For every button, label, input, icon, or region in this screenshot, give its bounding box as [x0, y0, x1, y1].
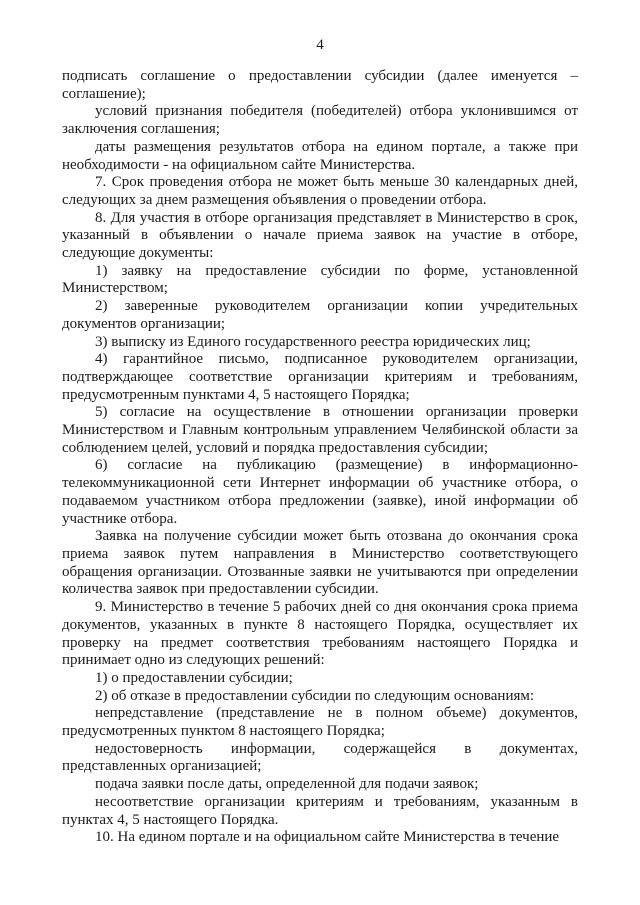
list-item: 1) о предоставлении субсидии; — [95, 669, 293, 686]
list-item: недостоверность информации, содержащейся в документах, представленных организацией; — [62, 740, 578, 775]
list-item: 2) об отказе в предоставлении субсидии по следующим основаниям: — [95, 687, 535, 704]
list-item: 4) гарантийное письмо, подписанное руководителем организации, подтверждающее соответствие организации критериям и требованиям, предусмотренным пунктами 4, 5 настоящего Порядка; — [62, 351, 578, 403]
list-item: 1) заявку на предоставление субсидии по форме, установленной Министерством; — [62, 262, 578, 297]
list-item: 6) согласие на публикацию (размещение) в информационно-телекоммуникационной сети Интернет информации об участнике отбора, о подаваемом участником отбора предложении (заявке), иной информации об участнике отбора. — [62, 457, 578, 527]
paragraph: подписать соглашение о предоставлении субсидии (далее именуется – соглашение); — [62, 68, 578, 102]
paragraph: условий признания победителя (победителей) отбора уклонившимся от заключения соглашения; — [62, 103, 578, 138]
list-item: подача заявки после даты, определенной для подачи заявок; — [95, 776, 479, 793]
document-body — [62, 68, 578, 847]
list-item: 5) согласие на осуществление в отношении организации проверки Министерством и Главным контрольным управлением Челябинской области за соблюдением целей, условий и порядка предоставления субсидии; — [62, 404, 578, 456]
paragraph: Заявка на получение субсидии может быть отозвана до окончания срока приема заявок путем направления в Министерство соответствующего обращения организации. Отозванные заявки не учитываются при определении количества заявок при предоставлении субсидии. — [62, 528, 578, 598]
paragraph: 8. Для участия в отборе организация представляет в Министерство в срок, указанный в объявлении о начале приема заявок на участие в отборе, следующие документы: — [62, 209, 578, 262]
paragraph: 7. Срок проведения отбора не может быть меньше 30 календарных дней, следующих за днем размещения объявления о проведении отбора. — [62, 174, 578, 208]
paragraph: даты размещения результатов отбора на едином портале, а также при необходимости - на официальном сайте Министерства. — [62, 138, 578, 173]
list-item: несоответствие организации критериям и требованиям, указанным в пунктах 4, 5 настоящего Порядка. — [62, 793, 578, 828]
list-item: непредставление (представление не в полном объеме) документов, предусмотренных пунктом 8 настоящего Порядка; — [62, 705, 578, 740]
paragraph: 10. На едином портале и на официальном сайте Министерства в течение — [95, 829, 560, 846]
list-item: 3) выписку из Единого государственного реестра юридических лиц; — [95, 333, 531, 350]
paragraph: 9. Министерство в течение 5 рабочих дней со дня окончания срока приема документов, указанных в пункте 8 настоящего Порядка, осуществляет их проверку на предмет соответствия требованиям настоящего Порядка и принимает одно из следующих решений: — [62, 599, 578, 669]
page-number: 4 — [316, 37, 324, 53]
list-item: 2) заверенные руководителем организации копии учредительных документов организации; — [62, 298, 578, 332]
